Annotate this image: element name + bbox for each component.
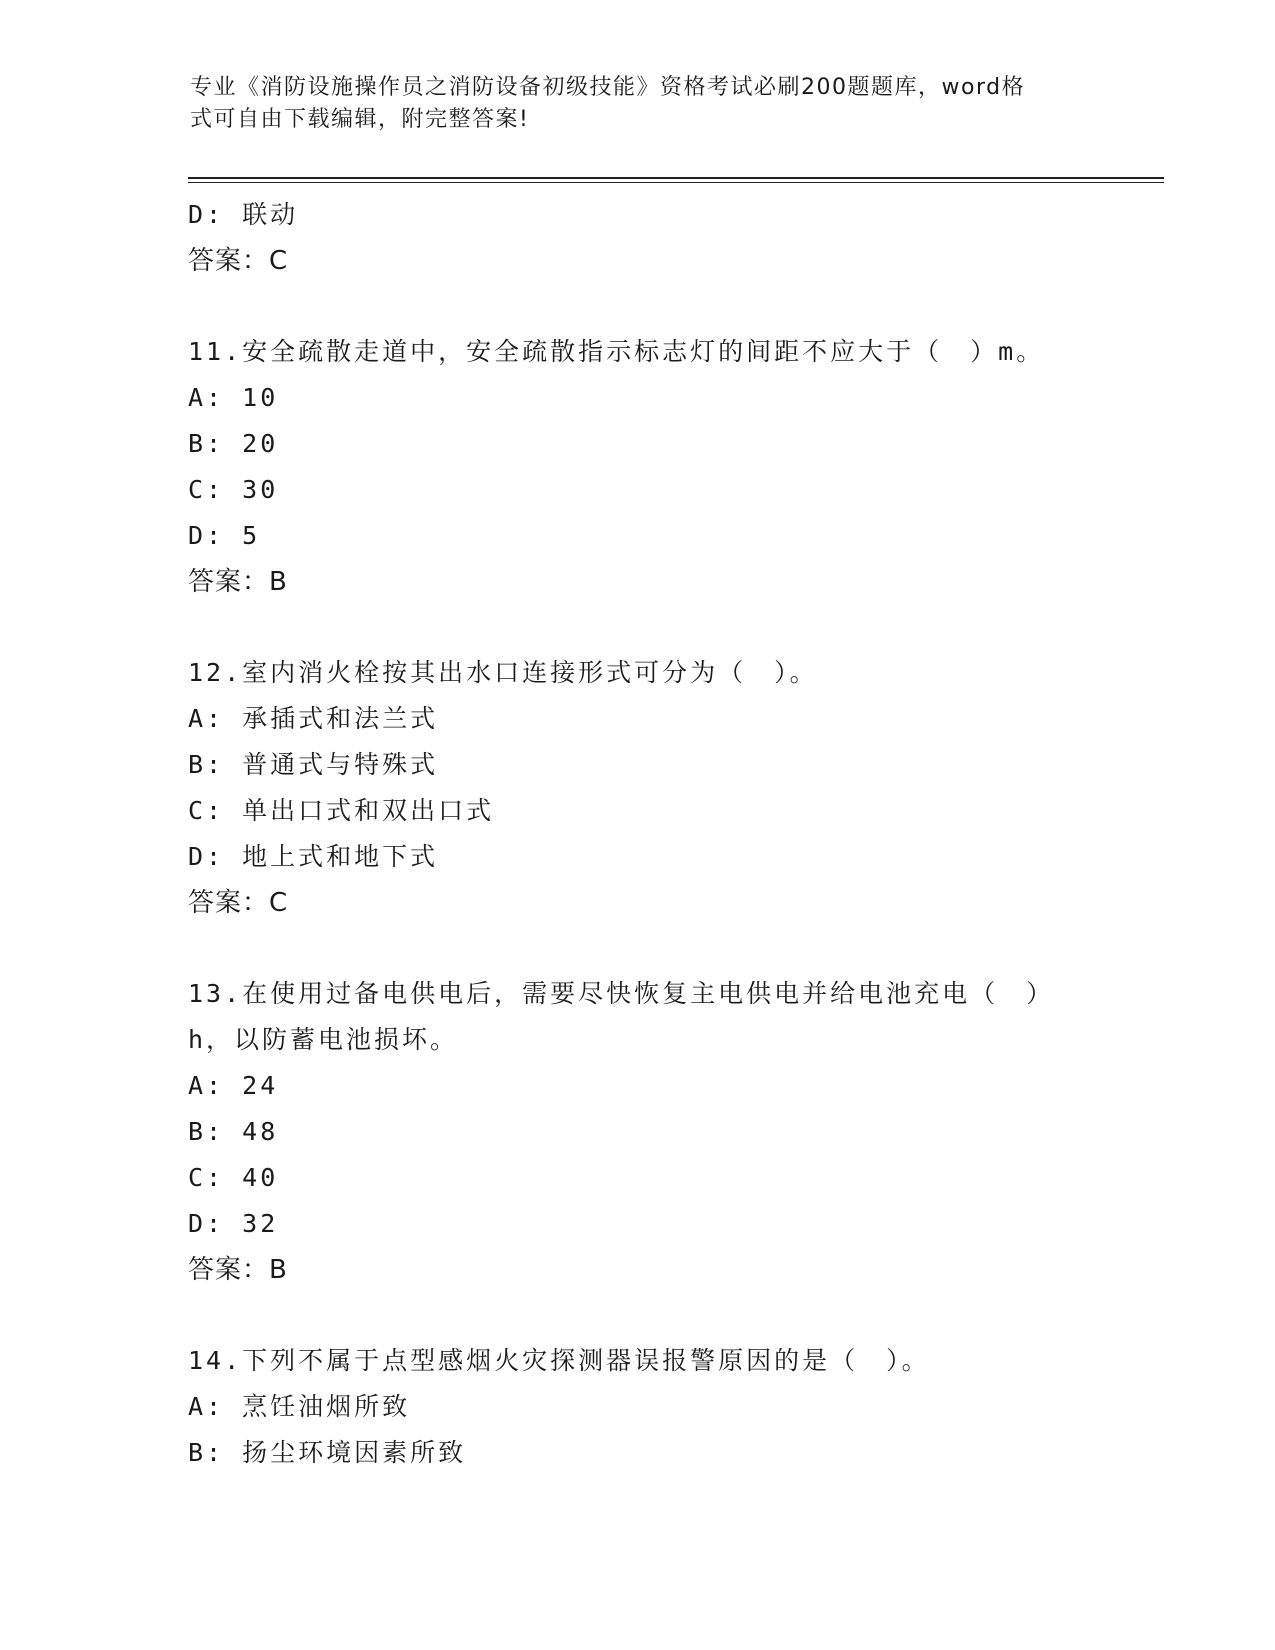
option-a: A: 烹饪油烟所致 [188,1392,411,1421]
header-divider-thin [188,182,1164,183]
answer-line: 答案：B [188,1255,288,1285]
question-block [188,650,1148,926]
option-c: C: 40 [188,1163,279,1192]
option-c: C: 30 [188,475,279,504]
question-text: 13.在使用过备电供电后，需要尽快恢复主电供电并给电池充电（ ） [188,979,1055,1008]
option-a: A: 承插式和法兰式 [188,704,439,733]
option-d: D: 联动 [188,200,299,229]
question-list [188,192,1148,1476]
option-d: D: 地上式和地下式 [188,842,439,871]
answer-line: 答案：B [188,567,288,597]
option-d: D: 5 [188,521,261,550]
block-spacer [188,284,1148,329]
option-d: D: 32 [188,1209,279,1238]
block-spacer [188,926,1148,971]
header-line-1: 专业《消防设施操作员之消防设备初级技能》资格考试必刷200题题库，word格 [190,75,1026,100]
question-block [188,329,1148,605]
question-text: 11.安全疏散走道中，安全疏散指示标志灯的间距不应大于（ ）m。 [188,337,1045,366]
block-spacer [188,605,1148,650]
question-block [188,1338,1148,1476]
question-text-continued: h，以防蓄电池损坏。 [188,1025,459,1054]
option-a: A: 10 [188,383,279,412]
question-block [188,192,1148,284]
option-c: C: 单出口式和双出口式 [188,796,495,825]
answer-line: 答案：C [188,888,289,918]
question-text: 14.下列不属于点型感烟火灾探测器误报警原因的是（ ）。 [188,1346,930,1375]
block-spacer [188,1293,1148,1338]
question-block [188,971,1148,1293]
question-text: 12.室内消火栓按其出水口连接形式可分为（ ）。 [188,658,818,687]
answer-line: 答案：C [188,246,289,276]
option-b: B: 普通式与特殊式 [188,750,439,779]
option-a: A: 24 [188,1071,279,1100]
option-b: B: 20 [188,429,279,458]
header-line-2: 式可自由下载编辑，附完整答案! [190,107,530,132]
option-b: B: 48 [188,1117,279,1146]
header-divider-thick [188,177,1164,179]
document-header [190,72,1080,136]
option-b: B: 扬尘环境因素所致 [188,1438,467,1467]
